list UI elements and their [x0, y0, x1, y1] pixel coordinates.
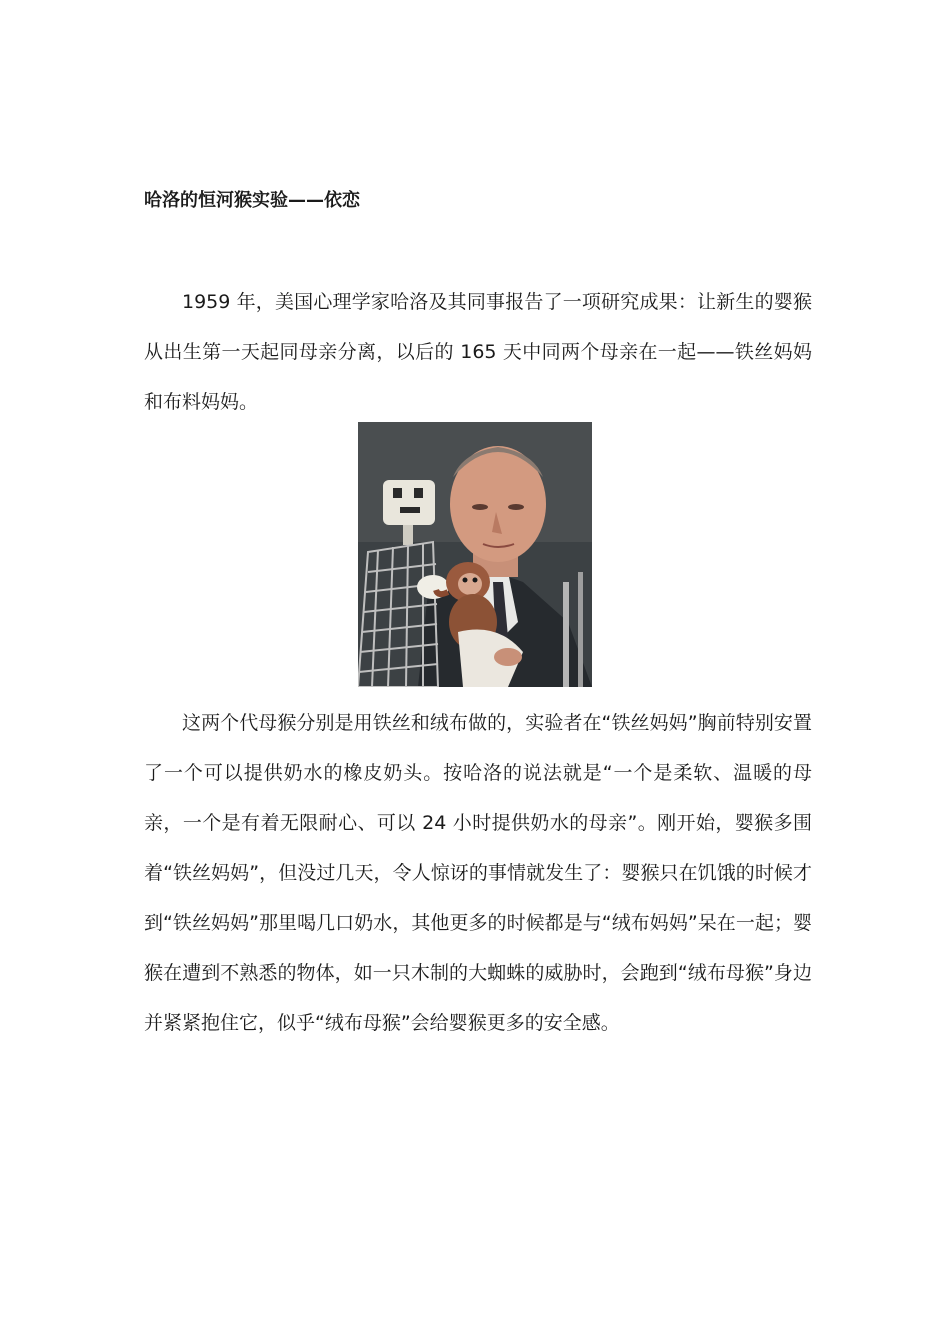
paragraph-intro: 1959 年，美国心理学家哈洛及其同事报告了一项研究成果：让新生的婴猴从出生第一天起同母亲分离，以后的 165 天中同两个母亲在一起——铁丝妈妈和布料妈妈。 [144, 291, 812, 413]
harlow-monkey-photo [358, 422, 592, 687]
document-title: 哈洛的恒河猴实验——依恋 [144, 190, 360, 211]
paragraph-experiment: 这两个代母猴分别是用铁丝和绒布做的，实验者在“铁丝妈妈”胸前特别安置了一个可以提供奶水的橡皮奶头。按哈洛的说法就是“一个是柔软、温暖的母亲，一个是有着无限耐心、可以 24 小时提供奶水的母亲”。刚开始，婴猴多围着“铁丝妈妈”，但没过几天，令人惊讶的事情就发生了：婴猴只在饥饿的时候才到“铁丝妈妈”那里喝几口奶水，其他更多的时候都是与“绒布妈妈”呆在一起；婴猴在遭到不熟悉的物体，如一只木制的大蜘蛛的威胁时，会跑到“绒布母猴”身边并紧紧抱住它，似乎“绒布母猴”会给婴猴更多的安全感。 [144, 712, 812, 1034]
